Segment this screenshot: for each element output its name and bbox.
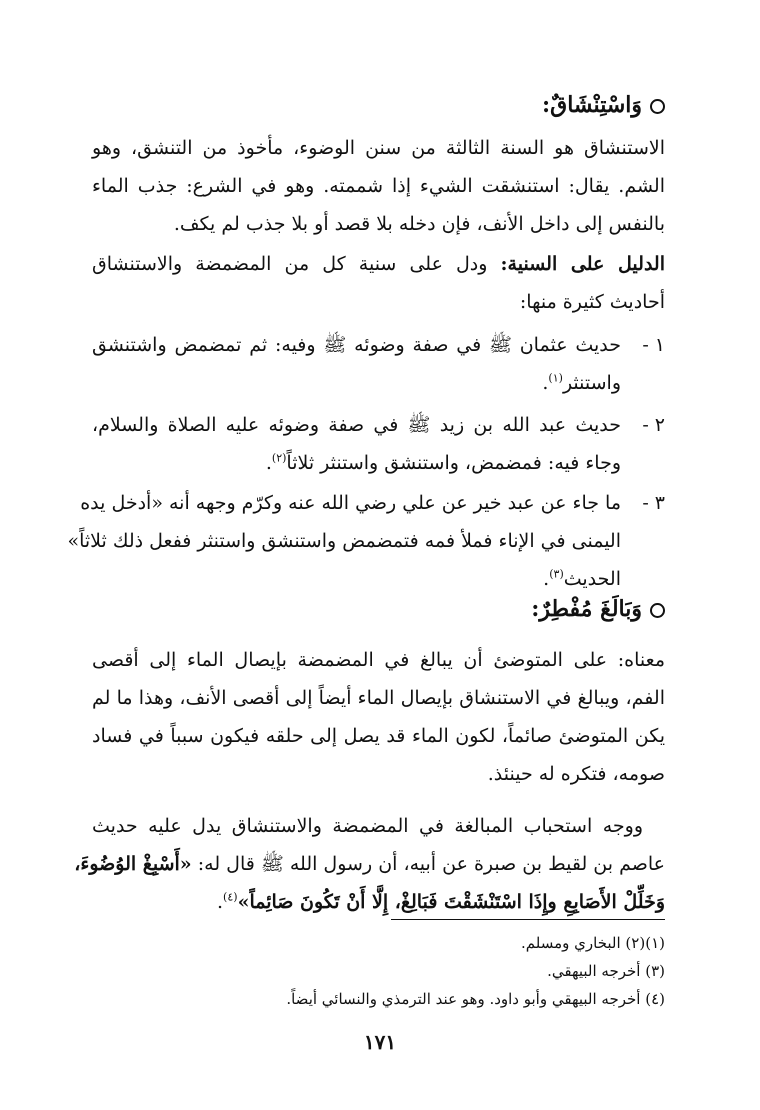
text-fragment: . (217, 891, 224, 913)
text-line: معناه: على المتوضئ أن يبالغ في المضمضة بإيصال الماء إلى أقصى (92, 649, 665, 671)
evidence-label: الدليل على السنية: (500, 253, 665, 275)
footnote: (١)(٢) البخاري ومسلم. (521, 934, 665, 952)
text-fragment: الحديث (563, 568, 621, 590)
text-fragment: وجاء فيه: فمضمض، واستنشق واستنثر ثلاثاً (286, 452, 621, 474)
text-fragment: . (542, 372, 549, 394)
footnote: (٣) أخرجه البيهقي. (547, 962, 665, 980)
quoted-hadith: وَخَلِّلْ الأَصَابِعِ وإِذَا اسْتَنْشَقْتَ فَبَالِغْ، إِلَّا أَنْ تَكُونَ صَائِماً» (237, 891, 665, 913)
text-line: بالنفس إلى داخل الأنف، فإن دخله بلا قصد أو بلا جذب لم يكف. (173, 213, 665, 235)
text-line (92, 245, 665, 283)
heading-text: وَبَالَغَ مُفْطِرٌ: (531, 596, 642, 622)
circle-bullet-icon (650, 99, 665, 114)
text-line: صومه، فتكره له حينئذ. (487, 763, 665, 785)
text-line: أحاديث كثيرة منها: (519, 291, 665, 313)
footnote-ref: (٢) (271, 451, 287, 465)
footnote-ref: (٣) (549, 567, 564, 581)
text-fragment: . (543, 568, 550, 590)
footnote-divider (391, 919, 665, 920)
item-number: ١ - (642, 334, 665, 356)
item-number: ٣ - (642, 492, 665, 514)
text-line: الاستنشاق هو السنة الثالثة من سنن الوضوء، مأخوذ من التنشق، وهو (92, 137, 665, 159)
paragraph-definition (92, 129, 665, 243)
text-line (92, 883, 665, 921)
text-line: اليمنى في الإناء فملأ فمه فتمضمض واستنشق واستنثر ففعل ذلك ثلاثاً» (67, 530, 621, 552)
text-fragment: واستنثر (562, 372, 621, 394)
evidence-text: ودل على سنية كل من المضمضة والاستنشاق (92, 253, 501, 275)
footnote-ref: (١) (548, 371, 563, 385)
section-heading-istinshaq (542, 92, 665, 118)
text-fragment: . (265, 452, 272, 474)
text-line: الفم، ويبالغ في الاستنشاق بإيصال الماء أيضاً إلى أقصى الأنف، وهذا ما لم (92, 687, 665, 709)
footnote: (٤) أخرجه البيهقي وأبو داود. وهو عند الترمذي والنسائي أيضاً. (286, 990, 665, 1008)
item-number: ٢ - (642, 414, 665, 436)
text-line: يكن المتوضئ صائماً، لكون الماء قد يصل إلى حلقه فيكون سبباً في فساد (92, 725, 665, 747)
text-line (92, 444, 621, 482)
text-line: ووجه استحباب المبالغة في المضمضة والاستنشاق يدل عليه حديث (92, 815, 643, 837)
text-line (92, 364, 621, 402)
page-number: ١٧١ (363, 1030, 397, 1054)
footnote-ref: (٤) (223, 890, 238, 904)
quoted-hadith: «أَسْبِغْ الوُضُوءَ، (74, 853, 192, 875)
text-line (92, 560, 621, 598)
heading-text: وَاسْتِنْشَاقٌ: (542, 92, 642, 118)
text-line: حديث عثمان ﷺ في صفة وضوئه ﷺ وفيه: ثم تمضمض واشتنشق (92, 334, 621, 356)
paragraph-hadith-asim (74, 807, 665, 921)
section-heading-mubalagha (531, 596, 665, 622)
text-line: الشم. يقال: استنشقت الشيء إذا شممته. وهو في الشرع: جذب الماء (92, 175, 665, 197)
paragraph-evidence (92, 245, 665, 321)
paragraph-meaning (92, 641, 665, 793)
text-fragment: عاصم بن لقيط بن صبرة عن أبيه، أن رسول الله ﷺ قال له: (191, 853, 665, 875)
text-line: حديث عبد الله بن زيد ﷺ في صفة وضوئه عليه الصلاة والسلام، (92, 414, 621, 436)
text-line (74, 845, 665, 883)
circle-bullet-icon (650, 603, 665, 618)
text-line: ما جاء عن عبد خير عن علي رضي الله عنه وكرّم وجهه أنه «أدخل يده (80, 492, 621, 514)
